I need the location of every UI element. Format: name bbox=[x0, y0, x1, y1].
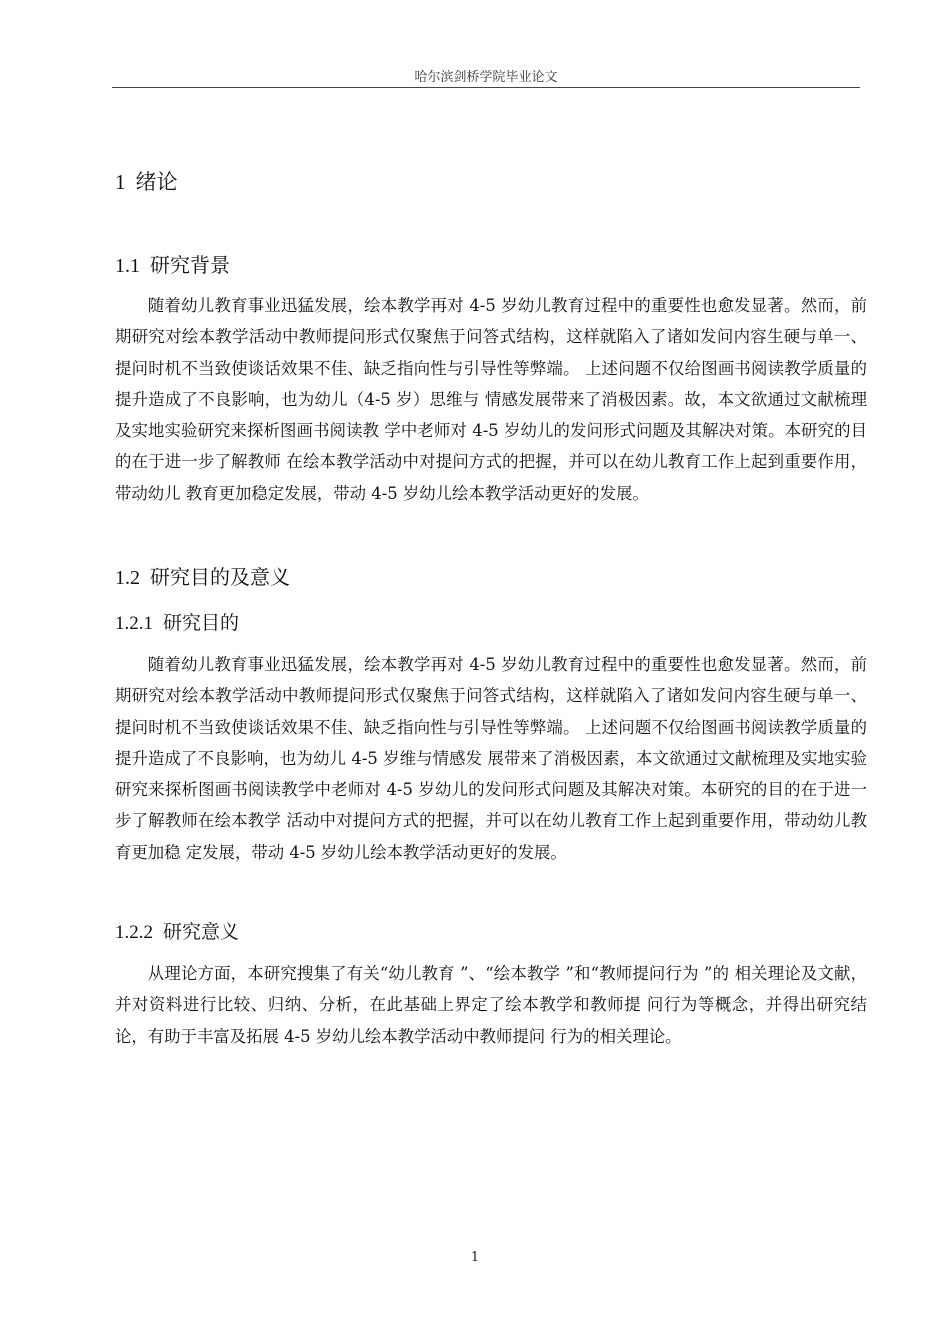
header-divider bbox=[112, 87, 860, 88]
page-number: 1 bbox=[470, 1250, 480, 1265]
subsection-number: 1.2.1 bbox=[115, 613, 153, 634]
paragraph-research-background: 随着幼儿教育事业迅猛发展，绘本教学再对 4-5 岁幼儿教育过程中的重要性也愈发显著。然而，前期研究对绘本教学活动中教师提问形式仅聚焦于问答式结构，这样就陷入了诸如发问内容生硬与单一、提问时机不当致使谈话效果不佳、缺乏指向性与引导性等弊端。 上述问题不仅给图画书阅读教学质量的提升造成了不良影响，也为幼儿（4-5 岁）思维与 情感发展带来了消极因素。故，本文欲通过文献梳理及实地实验研究来探析图画书阅读教 学中老师对 4-5 岁幼儿的发问形式问题及其解决对策。本研究的目的在于进一步了解教师 在绘本教学活动中对提问方式的把握，并可以在幼儿教育工作上起到重要作用，带动幼儿 教育更加稳定发展，带动 4-5 岁幼儿绘本教学活动更好的发展。 bbox=[115, 296, 867, 503]
section-heading-1-2 bbox=[115, 561, 290, 590]
subsection-title: 研究目的 bbox=[163, 612, 240, 634]
subsection-title: 研究意义 bbox=[163, 921, 240, 943]
chapter-title: 绪论 bbox=[135, 170, 178, 194]
section-heading-1-1 bbox=[115, 249, 230, 278]
section-title: 研究目的及意义 bbox=[150, 565, 290, 589]
chapter-number: 1 bbox=[115, 170, 126, 194]
section-number: 1.2 bbox=[115, 567, 140, 589]
paragraph-research-purpose: 随着幼儿教育事业迅猛发展，绘本教学再对 4-5 岁幼儿教育过程中的重要性也愈发显著。然而，前期研究对绘本教学活动中教师提问形式仅聚焦于问答式结构，这样就陷入了诸如发问内容生硬与单一、提问时机不当致使谈话效果不佳、缺乏指向性与引导性等弊端。 上述问题不仅给图画书阅读教学质量的提升造成了不良影响，也为幼儿 4-5 岁维与情感发 展带来了消极因素，本文欲通过文献梳理及实地实验研究来探析图画书阅读教学中老师对 4-5 岁幼儿的发问形式问题及其解决对策。本研究的目的在于进一步了解教师在绘本教学 活动中对提问方式的把握，并可以在幼儿教育工作上起到重要作用，带动幼儿教育更加稳 定发展，带动 4-5 岁幼儿绘本教学活动更好的发展。 bbox=[115, 655, 867, 862]
subsection-heading-1-2-1 bbox=[115, 608, 239, 635]
subsection-number: 1.2.2 bbox=[115, 922, 153, 943]
section-title: 研究背景 bbox=[150, 253, 230, 277]
page-header: 哈尔滨剑桥学院毕业论文 bbox=[414, 70, 558, 85]
subsection-heading-1-2-2 bbox=[115, 917, 239, 944]
chapter-heading bbox=[115, 166, 178, 196]
section-number: 1.1 bbox=[115, 255, 140, 277]
paragraph-research-significance: 从理论方面，本研究搜集了有关“幼儿教育 ”、“绘本教学 ”和“教师提问行为 ”的 相关理论及文献，并对资料进行比较、归纳、分析，在此基础上界定了绘本教学和教师提 问行为等概念，并得出研究结论，有助于丰富及拓展 4-5 岁幼儿绘本教学活动中教师提问 行为的相关理论。 bbox=[115, 964, 867, 1046]
